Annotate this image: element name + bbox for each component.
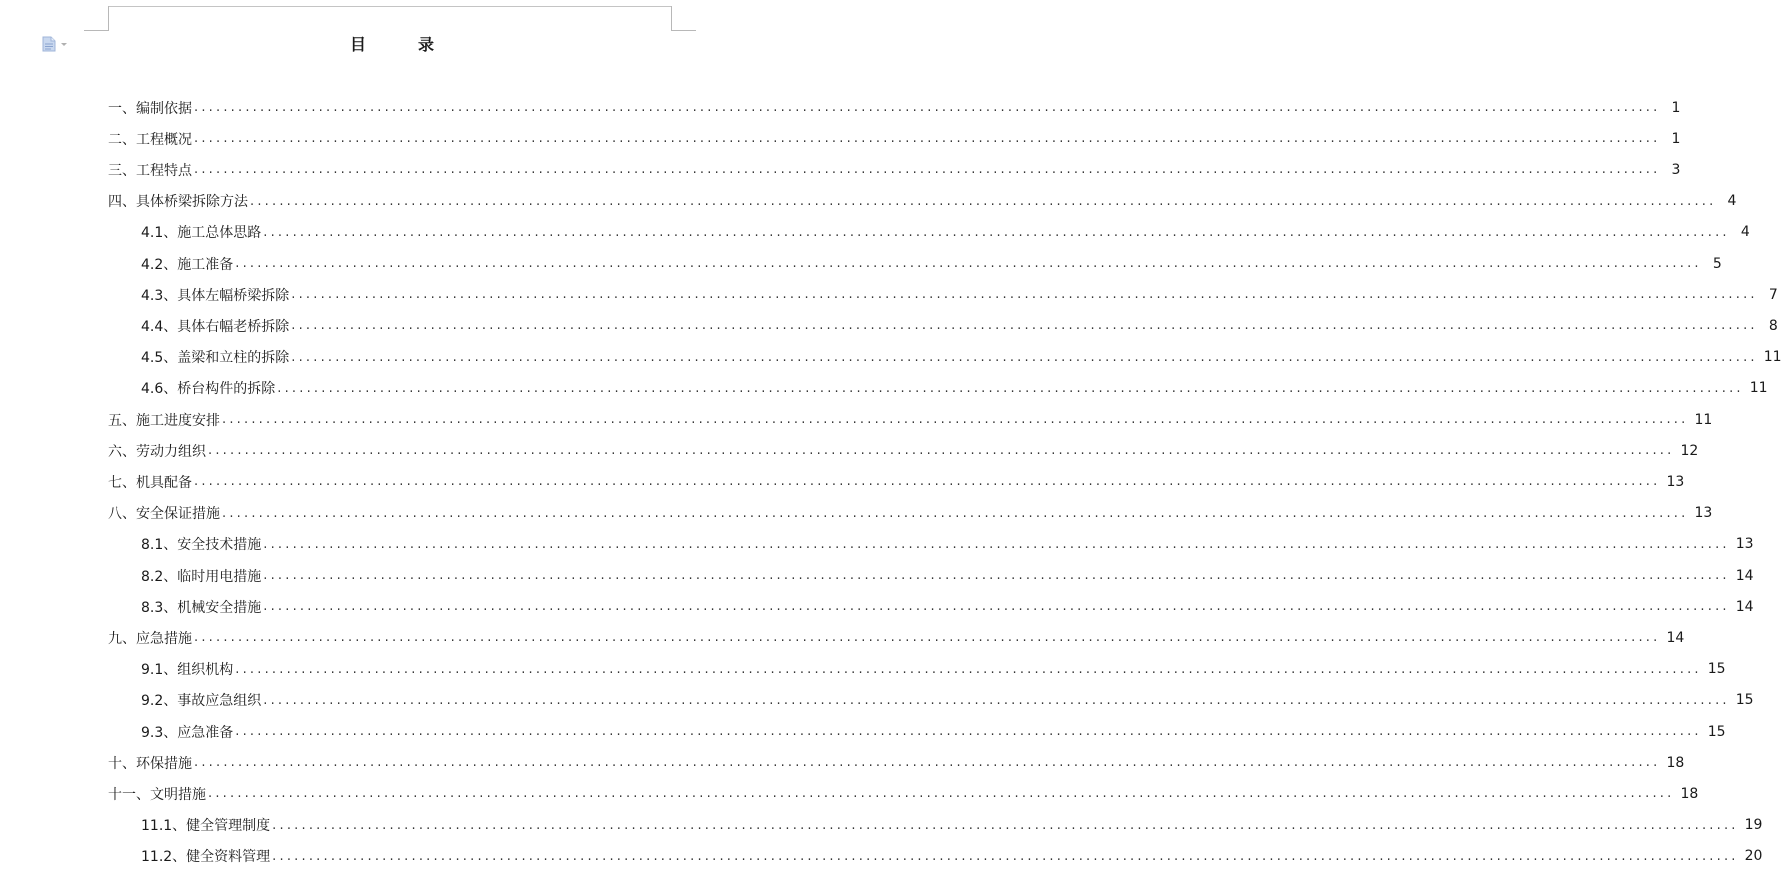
toc-entry[interactable]: [141, 279, 1778, 310]
page-top-edge: [108, 6, 671, 7]
toc-entry-page-number: 18: [1680, 785, 1699, 802]
toc-entry[interactable]: [108, 123, 1681, 154]
toc-entry-page-number: 8: [1768, 317, 1778, 334]
toc-entry[interactable]: [141, 716, 1726, 747]
toc-entry-page-number: 4: [1727, 193, 1737, 210]
toc-dot-leader: ........................................................................................................................................................................................................: [263, 224, 1730, 240]
toc-entry-label: 8.1、安全技术措施: [141, 537, 262, 554]
toc-entry-label: 三、工程特点: [108, 162, 192, 179]
toc-dot-leader: ........................................................................................................................................................................................................: [208, 786, 1675, 802]
toc-entry-page-number: 1: [1671, 130, 1681, 147]
toc-entry-page-number: 11: [1763, 349, 1782, 366]
toc-entry[interactable]: [141, 529, 1754, 560]
toc-entry-label: 九、应急措施: [108, 630, 192, 647]
toc-entry[interactable]: [141, 373, 1768, 404]
toc-entry-page-number: 13: [1735, 536, 1754, 553]
toc-entry-label: 十、环保措施: [108, 755, 192, 772]
crop-mark-top-left: [84, 6, 109, 31]
toc-entry-page-number: 15: [1707, 723, 1726, 740]
toc-entry-page-number: 19: [1744, 817, 1763, 834]
toc-entry[interactable]: [141, 248, 1722, 279]
toc-dot-leader: ........................................................................................................................................................................................................: [263, 536, 1730, 552]
toc-entry-label: 11.2、健全资料管理: [141, 849, 271, 866]
toc-entry-label: 二、工程概况: [108, 131, 192, 148]
toc-entry[interactable]: [108, 435, 1699, 466]
toc-entry-label: 十一、文明措施: [108, 786, 206, 803]
toc-entry-label: 六、劳动力组织: [108, 443, 206, 460]
toc-dot-leader: ........................................................................................................................................................................................................: [194, 131, 1661, 147]
toc-dot-leader: ........................................................................................................................................................................................................: [208, 443, 1675, 459]
toc-entry[interactable]: [108, 778, 1699, 809]
toc-entry-label: 8.2、临时用电措施: [141, 568, 262, 585]
toc-entry-page-number: 15: [1735, 692, 1754, 709]
toc-dot-leader: ........................................................................................................................................................................................................: [194, 755, 1661, 771]
toc-entry-label: 四、具体桥梁拆除方法: [108, 194, 248, 211]
toc-entry[interactable]: [141, 685, 1754, 716]
toc-entry-label: 4.5、盖梁和立柱的拆除: [141, 350, 290, 367]
toc-entry[interactable]: [108, 92, 1681, 123]
toc-entry-page-number: 11: [1749, 380, 1768, 397]
toc-entry-label: 8.3、机械安全措施: [141, 599, 262, 616]
toc-entry[interactable]: [141, 310, 1778, 341]
toc-entry-label: 4.3、具体左幅桥梁拆除: [141, 287, 290, 304]
toc-entry[interactable]: [108, 404, 1713, 435]
toc-entry-page-number: 14: [1735, 567, 1754, 584]
toc-entry-label: 一、编制依据: [108, 100, 192, 117]
toc-dot-leader: ........................................................................................................................................................................................................: [194, 162, 1661, 178]
toc-entry[interactable]: [141, 810, 1763, 841]
toc-entry[interactable]: [141, 654, 1726, 685]
toc-entry-page-number: 14: [1666, 629, 1685, 646]
toc-dot-leader: ........................................................................................................................................................................................................: [222, 412, 1689, 427]
toc-entry-page-number: 14: [1735, 598, 1754, 615]
toc-dot-leader: ........................................................................................................................................................................................................: [291, 287, 1758, 303]
toc-entry-label: 9.3、应急准备: [141, 724, 234, 741]
toc-entry-label: 4.2、施工准备: [141, 256, 234, 273]
crop-mark-top-right: [671, 6, 696, 31]
toc-entry-page-number: 3: [1671, 161, 1681, 178]
toc-entry-page-number: 18: [1666, 754, 1685, 771]
toc-entry[interactable]: [108, 466, 1685, 497]
toc-dot-leader: ........................................................................................................................................................................................................: [277, 380, 1744, 396]
toc-dot-leader: ........................................................................................................................................................................................................: [272, 817, 1739, 833]
toc-dot-leader: ........................................................................................................................................................................................................: [263, 692, 1730, 708]
toc-dot-leader: ........................................................................................................................................................................................................: [222, 505, 1689, 521]
toc-entry[interactable]: [108, 154, 1681, 185]
toc-entry-label: 七、机具配备: [108, 474, 192, 491]
toc-entry-label: 9.2、事故应急组织: [141, 693, 262, 710]
toc-dot-leader: ........................................................................................................................................................................................................: [235, 256, 1702, 271]
toc-dot-leader: ........................................................................................................................................................................................................: [194, 474, 1661, 490]
toc-entry-page-number: 11: [1694, 411, 1713, 428]
toc-entry[interactable]: [108, 186, 1737, 217]
toc-dot-leader: ........................................................................................................................................................................................................: [194, 630, 1661, 646]
toc-entry-label: 9.1、组织机构: [141, 662, 234, 679]
toc-dot-leader: ........................................................................................................................................................................................................: [235, 724, 1702, 739]
toc-entry-page-number: 13: [1666, 473, 1685, 490]
toc-entry-label: 4.1、施工总体思路: [141, 225, 262, 242]
toc-entry-page-number: 15: [1707, 661, 1726, 678]
toc-entry-label: 4.4、具体右幅老桥拆除: [141, 318, 290, 335]
toc-entry-label: 八、安全保证措施: [108, 506, 220, 523]
toc-dot-leader: ........................................................................................................................................................................................................: [291, 349, 1758, 365]
toc-entry[interactable]: [141, 217, 1750, 248]
toc-entry-page-number: 7: [1768, 286, 1778, 303]
toc-entry-page-number: 20: [1744, 848, 1763, 865]
toc-entry[interactable]: [141, 560, 1754, 591]
toc-dot-leader: ........................................................................................................................................................................................................: [263, 568, 1730, 583]
toc-dot-leader: ........................................................................................................................................................................................................: [291, 318, 1758, 334]
toc-entry-page-number: 12: [1680, 442, 1699, 459]
toc-dot-leader: ........................................................................................................................................................................................................: [250, 193, 1717, 209]
toc-entry-label: 4.6、桥台构件的拆除: [141, 381, 276, 398]
toc-entry-label: 11.1、健全管理制度: [141, 818, 271, 835]
page-title: 目 录: [349, 35, 452, 54]
toc-entry[interactable]: [141, 841, 1763, 872]
toc-dot-leader: ........................................................................................................................................................................................................: [272, 848, 1739, 864]
toc-entry-page-number: 4: [1740, 224, 1750, 241]
toc-entry[interactable]: [108, 498, 1713, 529]
toc-entry-page-number: 1: [1671, 99, 1681, 116]
toc-entry-page-number: 13: [1694, 505, 1713, 522]
toc-entry[interactable]: [141, 591, 1754, 622]
toc-entry-page-number: 5: [1712, 255, 1722, 272]
toc-entry-label: 五、施工进度安排: [108, 412, 220, 429]
toc-dot-leader: ........................................................................................................................................................................................................: [194, 100, 1661, 115]
toc-entry[interactable]: [141, 342, 1782, 373]
toc-dot-leader: ........................................................................................................................................................................................................: [235, 661, 1702, 677]
toc-dot-leader: ........................................................................................................................................................................................................: [263, 599, 1730, 615]
toc-entry[interactable]: [108, 622, 1685, 653]
toc-entry[interactable]: [108, 747, 1685, 778]
